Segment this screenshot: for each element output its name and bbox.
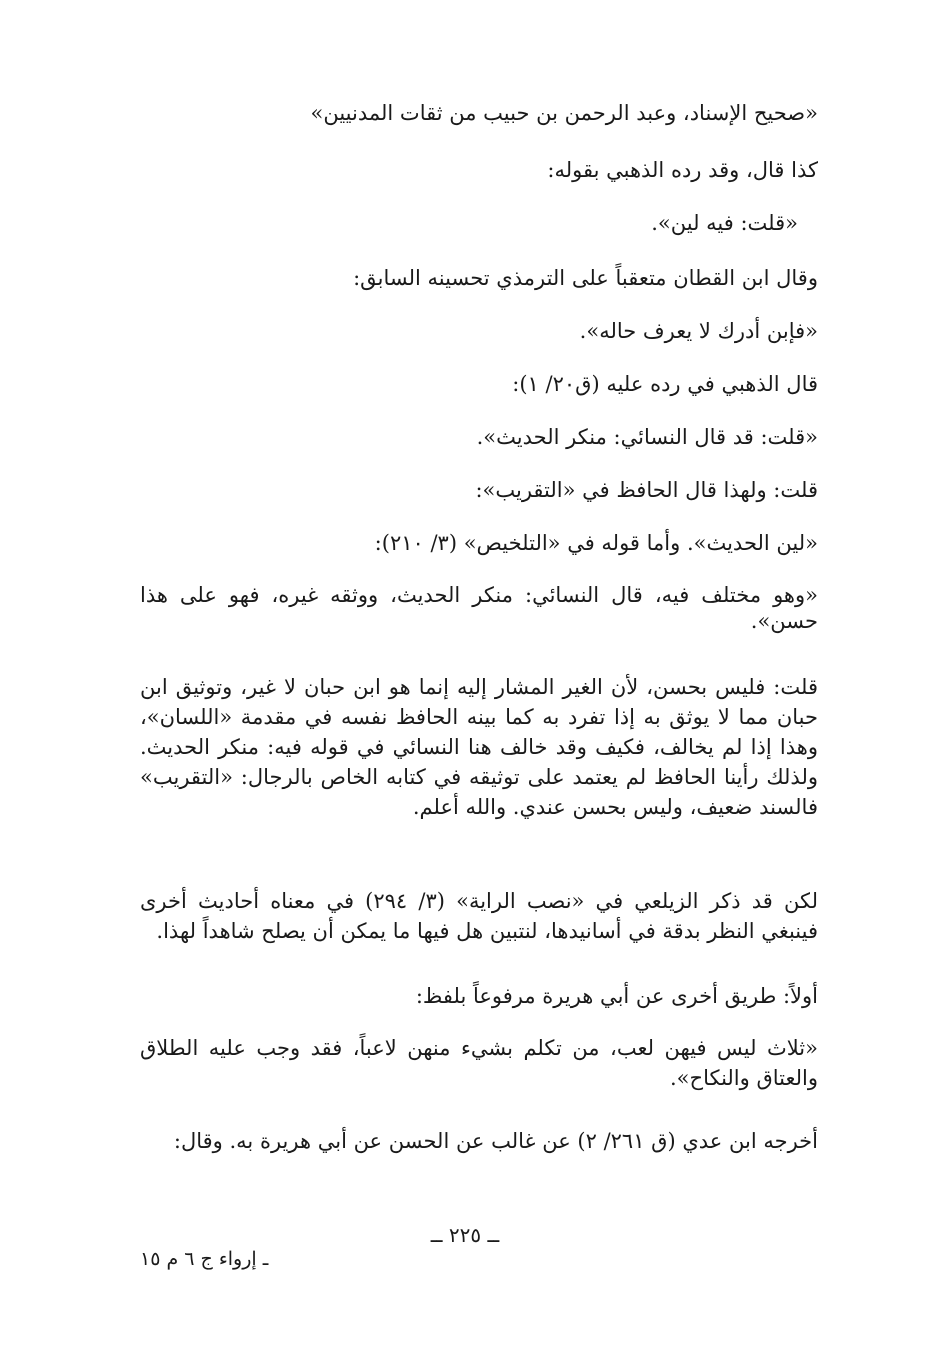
text-line: أولاً: طريق أخرى عن أبي هريرة مرفوعاً بلفظ:: [415, 984, 818, 1008]
text-line: كذا قال، وقد رده الذهبي بقوله:: [547, 158, 818, 182]
quote-paragraph: «وهو مختلف فيه، قال النسائي: منكر الحديث، ووثقه غيره، فهو على هذا حسن».: [140, 583, 818, 633]
text-line: قال الذهبي في رده عليه (ق٢٠/ ١):: [512, 372, 818, 396]
body-paragraph: قلت: فليس بحسن، لأن الغير المشار إليه إنما هو ابن حبان لا غير، وتوثيق ابن حبان مما لا يوثق به إذا تفرد به كما بينه الحافظ نفسه في مقدمة «اللسان»، وهذا إذا لم يخالف، فكيف وقد خالف هنا النسائي في قوله فيه: منكر الحديث. ولذلك رأينا الحافظ لم يعتمد على توثيقه في كتابه الخاص بالرجال: «التقريب» فالسند ضعيف، وليس بحسن عندي. والله أعلم.: [140, 675, 818, 819]
page-number: ــ ٢٢٥ ــ: [430, 1223, 500, 1247]
text-line: «صحيح الإسناد، وعبد الرحمن بن حبيب من ثقات المدنيين»: [310, 101, 818, 125]
body-paragraph: لكن قد ذكر الزيلعي في «نصب الراية» (٣/ ٢٩٤) في معناه أحاديث أخرى فينبغي النظر بدقة في أسانيدها، لنتبين هل فيها ما يمكن أن يصلح شاهداً لهذا.: [140, 889, 818, 943]
text-line: قلت: ولهذا قال الحافظ في «التقريب»:: [475, 478, 818, 502]
text-line: «لين الحديث». وأما قوله في «التلخيص» (٣/ ٢١٠):: [374, 531, 818, 555]
text-line: «قلت: فيه لين».: [651, 211, 798, 235]
text-line: «قلت: قد قال النسائي: منكر الحديث».: [476, 425, 818, 449]
quote-paragraph: «ثلاث ليس فيهن لعب، من تكلم بشيء منهن لاعباً، فقد وجب عليه الطلاق والعتاق والنكاح».: [140, 1036, 818, 1090]
signature-mark: ـ إرواء ج ٦ م ١٥: [140, 1248, 269, 1270]
body-paragraph: أخرجه ابن عدي (ق ٢٦١/ ٢) عن غالب عن الحسن عن أبي هريرة به. وقال:: [173, 1129, 818, 1153]
text-line: «فإبن أدرك لا يعرف حاله».: [579, 319, 818, 343]
text-line: وقال ابن القطان متعقباً على الترمذي تحسينه السابق:: [353, 266, 818, 290]
